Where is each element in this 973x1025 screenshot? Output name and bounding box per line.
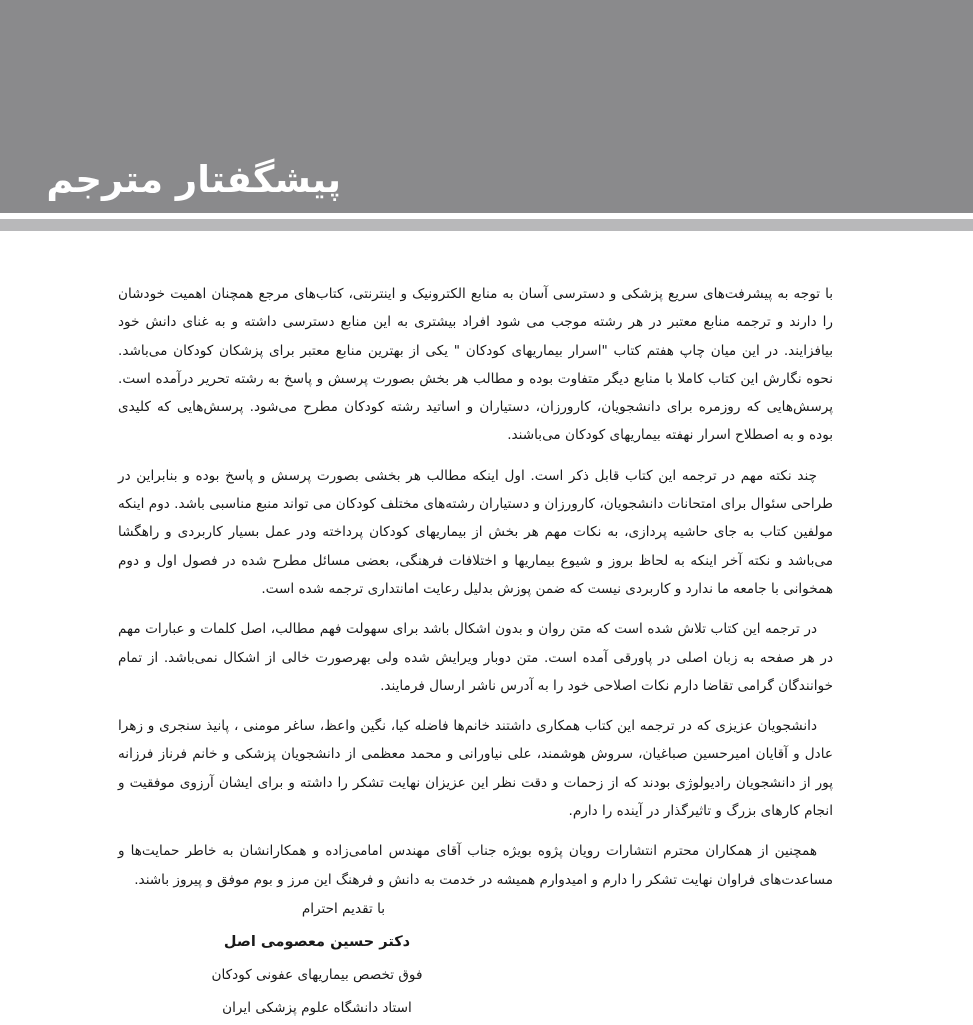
signature-title-affiliation: استاد دانشگاه علوم پزشکی ایران [222,1000,412,1016]
paragraph-4: دانشجویان عزیزی که در ترجمه این کتاب همکاری داشتند خانم‌ها فاضله کیا، نگین واعظ، ساغر مومنی ، پانیذ سنجری و زهرا عادل و آقایان امیرحسین صباغیان، سروش هوشمند، علی نیاورانی و محمد معظمی از دانشجویان پزشکی و خانم فرناز فرزانه پور از دانشجویان رادیولوژی بودند که از زحمات و دقت نظر این عزیزان نهایت تشکر را داشته و برای ایشان آرزوی موفقیت و انجام کارهای بزرگ و تاثیرگذار در آینده را دارم. [118,718,833,820]
header-stripe [0,219,973,231]
preface-body [118,280,833,906]
signature-title-specialty: فوق تخصص بیماریهای عفونی کودکان [211,967,423,983]
signature-block [187,893,447,1025]
header-band [0,0,973,213]
paragraph-1: با توجه به پیشرفت‌های سریع پزشکی و دسترسی آسان به منابع الکترونیک و اینترنتی، کتاب‌های مرجع همچنان اهمیت خودشان را دارند و ترجمه منابع معتبر در هر رشته موجب می شود افراد بیشتری به این منابع دسترسی داشته و به غنای دانش خود بیافزایند. در این میان چاپ هفتم کتاب "اسرار بیماریهای کودکان " یکی از بهترین منابع معتبر برای پزشکان کودکان می‌باشد. نحوه نگارش این کتاب کاملا با منابع دیگر متفاوت بوده و مطالب هر بخش بصورت پرسش و پاسخ به رشته تحریر درآمده است. پرسش‌هایی که روزمره برای دانشجویان، کارورزان، دستیاران و اساتید رشته کودکان مطرح می‌شود. پرسش‌هایی که کلیدی بوده و به اصطلاح اسرار نهفته بیماریهای کودکان می‌باشند. [118,286,833,444]
paragraph-5: همچنین از همکاران محترم انتشارات رویان پژوه بویژه جناب آقای مهندس امامی‌زاده و همکارانشان به خاطر حمایت‌ها و مساعدت‌های فراوان نهایت تشکر را دارم و امیدوارم همیشه در خدمت به دانش و فرهنگ این مرز و بوم موفق و پیروز باشند. [118,843,833,888]
paragraph-2: چند نکته مهم در ترجمه این کتاب قابل ذکر است. اول اینکه مطالب هر بخشی بصورت پرسش و پاسخ بوده و بنابراین در طراحی سئوال برای امتحانات دانشجویان، کارورزان و دستیاران رشته‌های مختلف کودکان می تواند منبع مناسبی باشد. دوم اینکه مولفین کتاب به جای حاشیه پردازی، به نکات مهم هر بخش از بیماریهای کودکان پرداخته ودر عمل بسیار کاربردی و راهگشا می‌باشد و نکته آخر اینکه به لحاظ بروز و شیوع بیماریها و اختلافات فرهنگی، بعضی مسائل مطرح شده در فصول اول و دوم همخوانی با جامعه ما ندارد و کاربردی نیست که ضمن پوزش بدلیل رعایت امانتداری ترجمه شده است. [118,467,833,597]
paragraph-3: در ترجمه این کتاب تلاش شده است که متن روان و بدون اشکال باشد برای سهولت فهم مطالب، اصل کلمات و عبارات مهم در هر صفحه به زبان اصلی در پاورقی آمده است. متن دوبار ویرایش شده ولی بهرصورت خالی از اشکال نمی‌باشد. از تمام خوانندگان گرامی تقاضا دارم نکات اصلاحی خود را به آدرس ناشر ارسال فرمایند. [118,621,833,694]
signature-name: دکتر حسین معصومی اصل [223,934,411,950]
signature-regards: با تقدیم احترام [301,901,385,917]
page-title: پیشگفتار مترجم [46,158,341,201]
